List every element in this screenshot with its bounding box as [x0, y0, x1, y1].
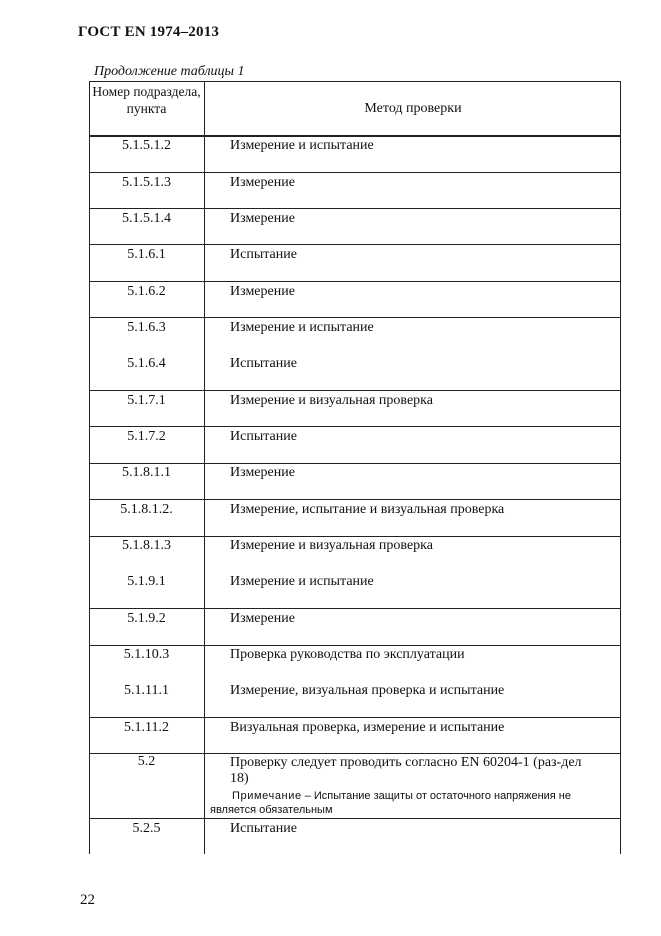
row-number: 5.1.5.1.3: [122, 175, 171, 190]
row-number: 5.1.10.3: [123, 647, 170, 662]
row-method: Измерение: [230, 175, 295, 190]
row-method: Измерение, визуальная проверка и испытание: [230, 683, 505, 698]
row-method: Визуальная проверка, измерение и испытание: [230, 720, 505, 735]
table-caption: Продолжение таблицы 1: [94, 64, 245, 79]
row-number: 5.1.7.1: [127, 393, 166, 408]
row-method: Измерение: [230, 465, 295, 480]
row-method: Испытание: [230, 429, 297, 444]
row-number: 5.2.5: [132, 821, 161, 836]
document-header: ГОСТ EN 1974–2013: [78, 24, 220, 40]
row-note: [210, 789, 610, 817]
row-number: 5.1.11.1: [124, 683, 169, 698]
column-header-method: Метод проверки: [364, 101, 462, 116]
row-divider: [89, 172, 621, 173]
row-method: Проверку следует проводить согласно EN 60204-1 (раз-дел 18): [230, 755, 582, 786]
row-divider: [89, 818, 621, 819]
row-number: 5.1.11.2: [124, 720, 169, 735]
column-divider: [204, 81, 205, 854]
row-method: Измерение: [230, 284, 295, 299]
row-divider: [89, 536, 621, 537]
row-number: 5.1.7.2: [127, 429, 166, 444]
row-divider: [89, 390, 621, 391]
row-divider: [89, 608, 621, 609]
row-number: 5.1.6.2: [127, 284, 166, 299]
row-method: Измерение и визуальная проверка: [230, 538, 433, 553]
row-number: 5.1.8.1.3: [122, 538, 171, 553]
note-label: Примечание: [232, 790, 302, 802]
row-number: 5.1.5.1.2: [122, 138, 171, 153]
row-method: Измерение и испытание: [230, 574, 374, 589]
note-text: – Испытание защиты от остаточного напряжения не является обязательным: [210, 790, 571, 816]
row-divider: [89, 463, 621, 464]
row-number: 5.2: [137, 754, 156, 769]
row-method: Измерение, испытание и визуальная проверка: [230, 502, 505, 517]
row-divider: [89, 426, 621, 427]
row-number: 5.1.5.1.4: [122, 211, 171, 226]
row-divider: [89, 281, 621, 282]
row-divider: [89, 317, 621, 318]
row-divider: [89, 208, 621, 209]
row-number: 5.1.8.1.2.: [120, 502, 173, 517]
row-number: 5.1.9.1: [127, 574, 166, 589]
row-method: Измерение: [230, 211, 295, 226]
table-border-top: [89, 81, 621, 82]
page-number: 22: [80, 892, 95, 908]
table-border-right: [620, 81, 621, 854]
verification-table: [89, 81, 621, 854]
header-divider: [89, 135, 621, 137]
row-number: 5.1.6.4: [127, 356, 166, 371]
row-method: Измерение и испытание: [230, 138, 374, 153]
row-method: Измерение: [230, 611, 295, 626]
row-method: Измерение и визуальная проверка: [230, 393, 433, 408]
row-divider: [89, 499, 621, 500]
row-method: Испытание: [230, 247, 297, 262]
row-method: Проверка руководства по эксплуатации: [230, 647, 465, 662]
row-method: Измерение и испытание: [230, 320, 374, 335]
row-divider: [89, 645, 621, 646]
row-number: 5.1.6.3: [127, 320, 166, 335]
row-method: Испытание: [230, 821, 297, 836]
column-header-number: Номер подраздела, пункта: [92, 84, 201, 116]
row-number: 5.1.6.1: [127, 247, 166, 262]
row-number: 5.1.8.1.1: [122, 465, 171, 480]
row-number: 5.1.9.2: [127, 611, 166, 626]
row-divider: [89, 244, 621, 245]
row-method: Испытание: [230, 356, 297, 371]
row-divider: [89, 717, 621, 718]
